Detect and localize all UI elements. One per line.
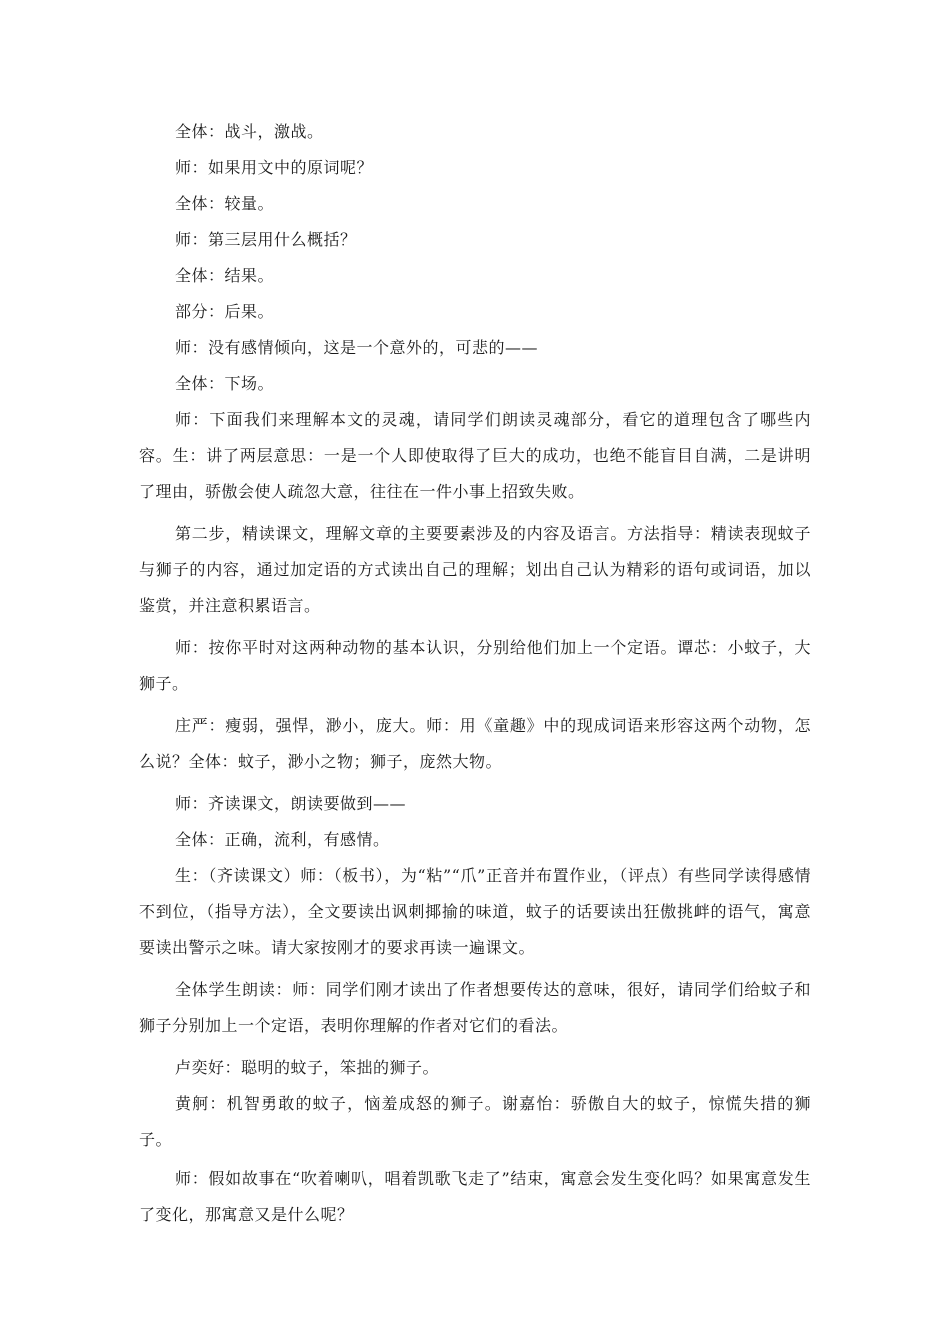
paragraph-4: 师：第三层用什么概括？ [175, 230, 357, 249]
paragraph-11: 师：按你平时对这两种动物的基本认识，分别给他们加上一个定语。谭芯：小蚊子，大狮子。 [139, 638, 811, 693]
paragraph-6: 部分：后果。 [175, 302, 275, 321]
paragraph-2: 师：如果用文中的原词呢？ [175, 158, 374, 177]
paragraph-9: 师：下面我们来理解本文的灵魂，请同学们朗读灵魂部分，看它的道理包含了哪些内容。生：讲了两层意思：一是一个人即使取得了巨大的成功，也绝不能盲目自满，二是讲明了理由，骄傲会使人疏忽大意，往往在一件小事上招致失败。 [139, 410, 811, 501]
paragraph-13: 师：齐读课文，朗读要做到—— [175, 794, 407, 813]
paragraph-19: 师：假如故事在“吹着喇叭，唱着凯歌飞走了”结束，寓意会发生变化吗？如果寓意发生了变化，那寓意又是什么呢？ [139, 1169, 811, 1224]
paragraph-1: 全体：战斗，激战。 [175, 122, 324, 141]
paragraph-17: 卢奕好：聪明的蚊子，笨拙的狮子。 [175, 1058, 440, 1077]
paragraph-18: 黄舸：机智勇敢的蚊子，恼羞成怒的狮子。谢嘉怡：骄傲自大的蚊子，惊慌失措的狮子。 [139, 1094, 811, 1149]
paragraph-16: 全体学生朗读：师：同学们刚才读出了作者想要传达的意味，很好，请同学们给蚊子和狮子分别加上一个定语，表明你理解的作者对它们的看法。 [139, 980, 811, 1035]
paragraph-5: 全体：结果。 [175, 266, 275, 285]
paragraph-10: 第二步，精读课文，理解文章的主要要素涉及的内容及语言。方法指导：精读表现蚊子与狮子的内容，通过加定语的方式读出自己的理解；划出自己认为精彩的语句或词语，加以鉴赏，并注意积累语言。 [139, 524, 811, 615]
paragraph-12: 庄严：瘦弱，强悍，渺小，庞大。师：用《童趣》中的现成词语来形容这两个动物，怎么说？全体：蚊子，渺小之物；狮子，庞然大物。 [139, 716, 811, 771]
paragraph-3: 全体：较量。 [175, 194, 275, 213]
paragraph-14: 全体：正确，流利，有感情。 [175, 830, 390, 849]
paragraph-7: 师：没有感情倾向，这是一个意外的，可悲的—— [175, 338, 539, 357]
paragraph-15: 生：（齐读课文）师：（板书），为“粘”“爪”正音并布置作业，（评点）有些同学读得感情不到位，（指导方法），全文要读出讽刺揶揄的味道，蚊子的话要读出狂傲挑衅的语气，寓意要读出警示之味。请大家按刚才的要求再读一遍课文。 [139, 866, 811, 957]
paragraph-8: 全体：下场。 [175, 374, 275, 393]
